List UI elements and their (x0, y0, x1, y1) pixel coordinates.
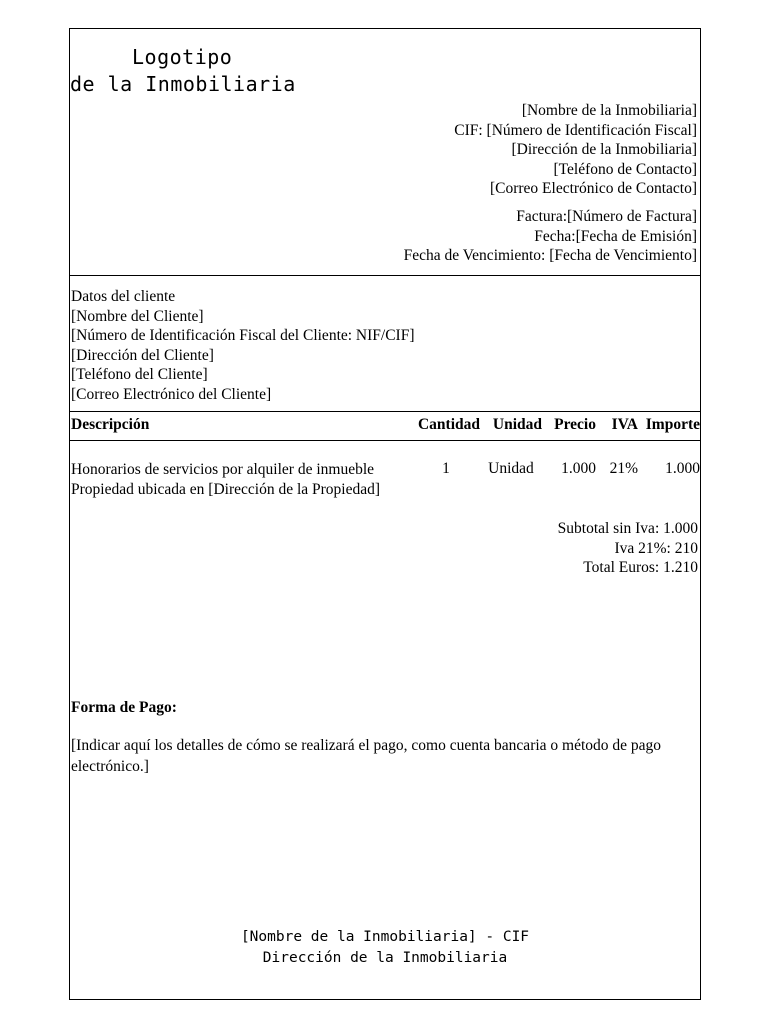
page-footer (70, 927, 700, 969)
logo-line-1: Logotipo (132, 45, 233, 69)
client-phone: [Teléfono del Cliente] (71, 366, 208, 384)
column-header-unit: Unidad (492, 416, 542, 433)
payment-text: [Indicar aquí los detalles de cómo se realizará el pago, como cuenta bancaria o método de pago electrónico.] (71, 737, 662, 775)
issuer-name: [Nombre de la Inmobiliaria] (521, 102, 697, 119)
client-address: [Dirección del Cliente] (71, 346, 214, 364)
issuer-phone: [Teléfono de Contacto] (553, 160, 697, 178)
cell-price: 1.000 (561, 460, 596, 477)
client-heading: Datos del cliente (71, 288, 176, 305)
issuer-address: [Dirección de la Inmobiliaria] (511, 141, 697, 159)
cell-quantity: 1 (442, 460, 450, 477)
cell-description-line-2: Propiedad ubicada en [Dirección de la Propiedad] (71, 480, 381, 498)
column-header-vat: IVA (611, 416, 638, 433)
logo-line-2: de la Inmobiliaria (70, 72, 296, 96)
page-border-bottom (69, 999, 701, 1000)
company-logo (70, 44, 670, 98)
invoice-date: Fecha:[Fecha de Emisión] (534, 227, 697, 245)
table-header-row (70, 411, 700, 439)
client-details (71, 287, 415, 405)
invoice-content (70, 29, 700, 999)
client-email: [Correo Electrónico del Cliente] (71, 385, 272, 403)
client-section-divider (70, 275, 700, 276)
column-header-amount: Importe (645, 416, 700, 433)
column-header-description: Descripción (71, 416, 150, 433)
totals-block (558, 519, 698, 578)
payment-title: Forma de Pago: (71, 699, 177, 716)
column-header-price: Precio (554, 416, 596, 433)
cell-vat: 21% (609, 460, 638, 477)
total-amount: Total Euros: 1.210 (583, 559, 698, 577)
footer-line-1: [Nombre de la Inmobiliaria] - CIF (240, 929, 530, 945)
cell-amount: 1.000 (665, 460, 700, 477)
table-row (70, 439, 700, 499)
invoice-meta (217, 207, 697, 266)
footer-line-2: Dirección de la Inmobiliaria (262, 950, 508, 966)
cell-unit: Unidad (488, 460, 534, 477)
cell-description (70, 439, 412, 499)
invoice-number: Factura:[Número de Factura] (516, 208, 697, 225)
invoice-due-date: Fecha de Vencimiento: [Fecha de Vencimiento] (403, 247, 697, 265)
line-items-table (70, 411, 700, 499)
issuer-details (217, 101, 697, 199)
client-tax-id: [Número de Identificación Fiscal del Cliente: NIF/CIF] (71, 327, 415, 345)
cell-description-line-1: Honorarios de servicios por alquiler de inmueble (71, 461, 375, 478)
page-border-right (700, 28, 701, 1000)
total-vat: Iva 21%: 210 (614, 539, 698, 557)
client-name: [Nombre del Cliente] (71, 307, 204, 325)
total-subtotal: Subtotal sin Iva: 1.000 (557, 520, 698, 537)
issuer-cif: CIF: [Número de Identificación Fiscal] (454, 121, 697, 139)
issuer-email: [Correo Electrónico de Contacto] (489, 180, 697, 198)
column-header-quantity: Cantidad (417, 416, 480, 433)
